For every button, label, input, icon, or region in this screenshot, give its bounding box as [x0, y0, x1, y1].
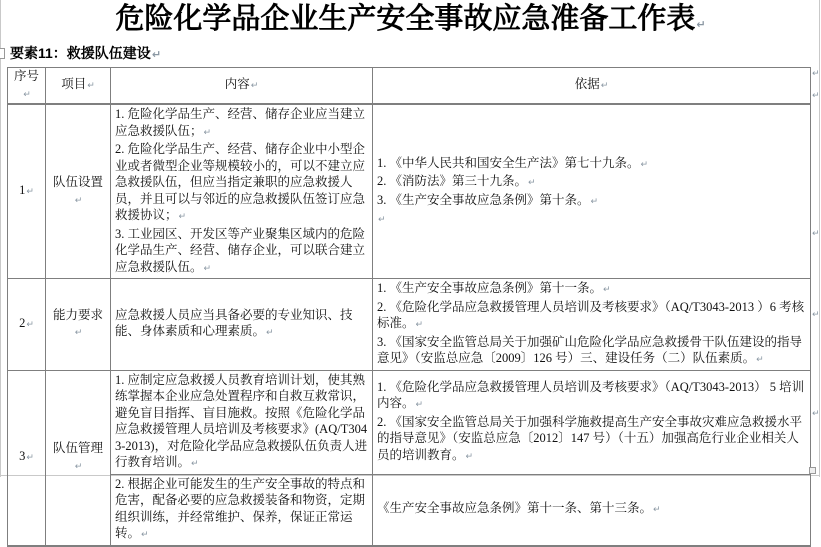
end-of-row-mark: ↵: [812, 310, 820, 320]
end-of-cell-mark: ↵: [74, 328, 83, 339]
cell-text: 3: [19, 449, 26, 464]
cell-number: [8, 104, 46, 279]
cell-text: 能力要求: [52, 307, 103, 322]
end-of-cell-mark: ↵: [415, 320, 424, 330]
header-cell-basis: [373, 68, 811, 105]
table-row: [8, 279, 811, 371]
cell-item: [46, 279, 111, 371]
element-label: [10, 45, 161, 63]
cell-item: [46, 104, 111, 279]
end-of-cell-mark: ↵: [178, 212, 187, 222]
end-of-cell-mark: ↵: [590, 196, 599, 207]
cell-text: 依据: [574, 77, 600, 92]
end-of-cell-mark: ↵: [415, 400, 424, 411]
cell-basis: [373, 474, 811, 546]
end-of-cell-mark: ↵: [756, 355, 764, 365]
header-cell-item: [46, 68, 111, 105]
end-of-row-mark: ↵: [812, 229, 820, 239]
clipped-paragraph-mark: [0, 48, 5, 59]
end-of-cell-mark: ↵: [26, 187, 34, 198]
cell-text: 《生产安全事故应急条例》第十一条、第十三条。: [377, 501, 653, 516]
end-of-cell-mark: ↵: [653, 505, 661, 516]
end-of-row-mark: ↵: [812, 91, 820, 101]
cell-text: 1. 《中华人民共和国安全生产法》第七十九条。: [377, 155, 640, 170]
cell-text: 队伍设置: [52, 175, 103, 189]
end-of-cell-mark: ↵: [528, 178, 536, 188]
cell-text: 1. 《危险化学品应急救援管理人员培训及考核要求》（AQ/T3043-2013） 5 培训内容。: [377, 379, 805, 411]
end-of-cell-mark: ↵: [640, 159, 649, 170]
cell-text: 项目: [61, 77, 87, 92]
cell-text: 1. 危险化学品生产、经营、储存企业应当建立应急救援队伍；: [115, 107, 366, 138]
cell-text: 1. 《生产安全事故应急条例》第十一条。: [377, 281, 603, 295]
cell-text: 序号: [13, 69, 39, 83]
cell-basis: [373, 279, 811, 371]
end-of-cell-mark: ↵: [203, 127, 212, 138]
end-of-cell-mark: ↵: [74, 195, 83, 206]
end-of-cell-mark: ↵: [26, 453, 34, 464]
end-of-cell-mark: ↵: [603, 285, 611, 295]
cell-text: 1. 应制定应急救援人员教育培训计划，使其熟练掌握本企业应急处置程序和自救互救常识，避免盲目指挥、盲目施救。按照《危险化学品应急救援管理人员培训及考核要求》(AQ/T3043-2013)，对危险化学品应急救援队伍负责人进行教育培训。: [115, 372, 368, 469]
cell-text: 2: [19, 316, 26, 330]
cell-content: [111, 474, 373, 546]
page-edge-left: [0, 0, 1, 477]
table-row: [8, 370, 811, 474]
cell-basis: [373, 370, 811, 474]
cell-content: [111, 279, 373, 371]
element-label-text: 要素11：救援队伍建设: [10, 45, 151, 61]
end-of-cell-mark: ↵: [465, 451, 474, 462]
end-of-cell-mark: ↵: [378, 215, 386, 225]
page-title: [0, 1, 821, 43]
cell-content: [111, 104, 373, 279]
cell-text: 1: [19, 183, 26, 198]
table-header-row: [8, 68, 811, 105]
header-cell-content: [111, 68, 373, 105]
cell-text: 2. 根据企业可能发生的生产安全事故的特点和危害，配备必要的应急救援装备和物资，定期组织训练，并经常维护、保养，保证正常运转。: [115, 476, 366, 540]
cell-number: [8, 370, 46, 546]
end-of-row-mark: ↵: [812, 69, 820, 79]
end-of-cell-mark: ↵: [26, 320, 34, 330]
cell-text: 2. 危险化学品生产、经营、储存企业中小型企业或者微型企业等规模较小的，可以不建立应急救援队伍，但应当指定兼职的应急救援人员，并且可以与邻近的应急救援队伍签订应急救援协议；: [115, 142, 366, 222]
end-of-row-mark: ↵: [812, 409, 820, 419]
cell-text: 2. 《消防法》第三十九条。: [377, 174, 528, 188]
paragraph-mark: ↵: [151, 48, 162, 61]
table-row: [8, 104, 811, 279]
end-of-cell-mark: ↵: [266, 328, 274, 339]
cell-text: 队伍管理: [52, 441, 103, 455]
cell-content: [111, 370, 373, 474]
table-resize-handle[interactable]: [809, 467, 816, 474]
end-of-cell-mark: ↵: [600, 81, 609, 92]
end-of-cell-mark: ↵: [203, 263, 212, 274]
cell-number: [8, 279, 46, 371]
paragraph-mark: ↵: [696, 18, 706, 31]
cell-item: [46, 370, 111, 546]
worksheet-table: [7, 67, 811, 547]
end-of-cell-mark: ↵: [191, 459, 199, 469]
table-row: [8, 474, 811, 546]
cell-text: 3. 《生产安全事故应急条例》第十条。: [377, 192, 590, 207]
cell-text: 3. 《国家安全监管总局关于加强矿山危险化学品应急救援骨干队伍建设的指导意见》（安监总应急〔2009〕126 号）三、建设任务（二）队伍素质。: [377, 334, 803, 365]
cell-text: 应急救援人员应当具备必要的专业知识、技能、身体素质和心理素质。: [115, 307, 353, 339]
end-of-cell-mark: ↵: [250, 81, 259, 92]
header-cell-number: [8, 68, 46, 105]
end-of-cell-mark: ↵: [23, 89, 31, 100]
page-title-text: 危险化学品企业生产安全事故应急准备工作表: [115, 3, 696, 35]
end-of-cell-mark: ↵: [141, 530, 149, 540]
cell-text: 2. 《危险化学品应急救援管理人员培训及考核要求》（AQ/T3043-2013 ）6 考核标准。: [377, 299, 805, 330]
cell-text: 内容: [224, 77, 250, 92]
end-of-cell-mark: ↵: [87, 81, 95, 92]
cell-basis: [373, 104, 811, 279]
cell-text: 3. 工业园区、开发区等产业聚集区域内的危险化学品生产、经营、储存企业，可以联合建立应急救援队伍。: [115, 226, 366, 274]
end-of-cell-mark: ↵: [74, 461, 83, 472]
cell-text: 2. 《国家安全监管总局关于加强科学施救提高生产安全事故灾难应急救援水平的指导意见》（安监总应急〔2012〕147 号）（十五）加强高危行业企业相关人员的培训教育。: [377, 414, 803, 462]
